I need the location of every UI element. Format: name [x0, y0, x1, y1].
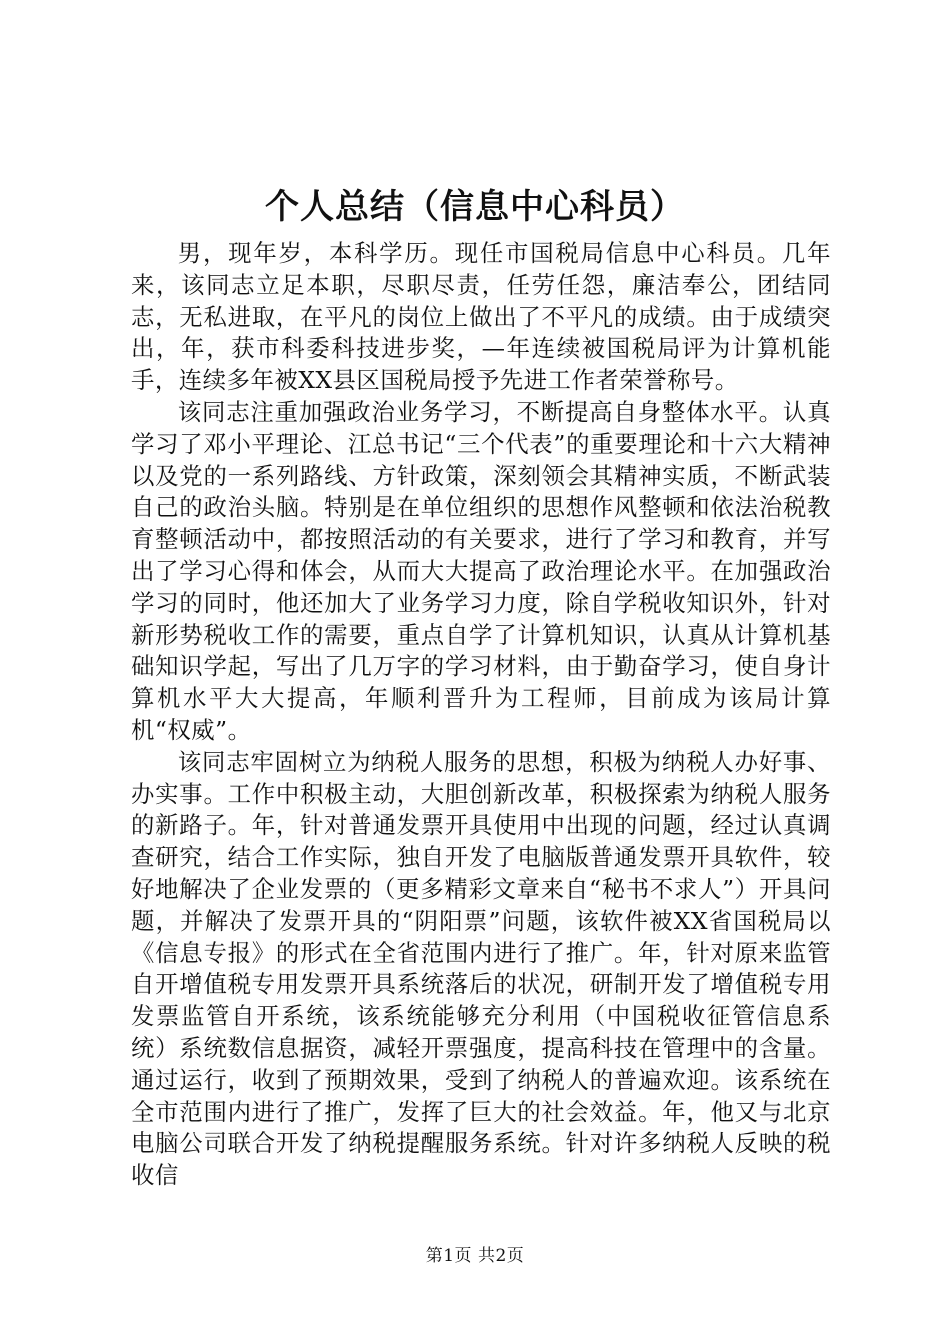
page-footer: 第1页 共2页 [425, 1246, 525, 1266]
paragraph-3: 该同志牢固树立为纳税人服务的思想，积极为纳税人办好事、办实事。工作中积极主动，大胆创新改革，积极探索为纳税人服务的新路子。年，针对普通发票开具使用中出现的问题，经过认真调查研究，结合工作实际，独自开发了电脑版普通发票开具软件，较好地解决了企业发票的（更多精彩文章来自“秘书不求人”）开具问题，并解决了发票开具的“阴阳票”问题，该软件被XX省国税局以《信息专报》的形式在全省范围内进行了推广。年，针对原来监管自开增值税专用发票开具系统落后的状况，研制开发了增值税专用发票监管自开系统，该系统能够充分利用（中国税收征管信息系统）系统数信息据资，减轻开票强度，提高科技在管理中的含量。通过运行，收到了预期效果，受到了纳税人的普遍欢迎。该系统在全市范围内进行了推广，发挥了巨大的社会效益。年，他又与北京电脑公司联合开发了纳税提醒服务系统。针对许多纳税人反映的税收信 [131, 747, 831, 1190]
paragraph-1: 男，现年岁，本科学历。现任市国税局信息中心科员。几年来，该同志立足本职，尽职尽责，任劳任怨，廉洁奉公，团结同志，无私进取，在平凡的岗位上做出了不平凡的成绩。由于成绩突出，年，获市科委科技进步奖，—年连续被国税局评为计算机能手，连续多年被XX县区国税局授予先进工作者荣誉称号。 [131, 239, 831, 395]
paragraph-2: 该同志注重加强政治业务学习，不断提高自身整体水平。认真学习了邓小平理论、江总书记“三个代表”的重要理论和十六大精神以及党的一系列路线、方针政策，深刻领会其精神实质，不断武装自己的政治头脑。特别是在单位组织的思想作风整顿和依法治税教育整顿活动中，都按照活动的有关要求，进行了学习和教育，并写出了学习心得和体会，从而大大提高了政治理论水平。在加强政治学习的同时，他还加大了业务学习力度，除自学税收知识外，针对新形势税收工作的需要，重点自学了计算机知识，认真从计算机基础知识学起，写出了几万字的学习材料，由于勤奋学习，使自身计算机水平大大提高，年顺利晋升为工程师，目前成为该局计算机“权威”。 [131, 397, 831, 744]
document-body [131, 238, 831, 1192]
document-title: 个人总结（信息中心科员） [265, 187, 685, 227]
